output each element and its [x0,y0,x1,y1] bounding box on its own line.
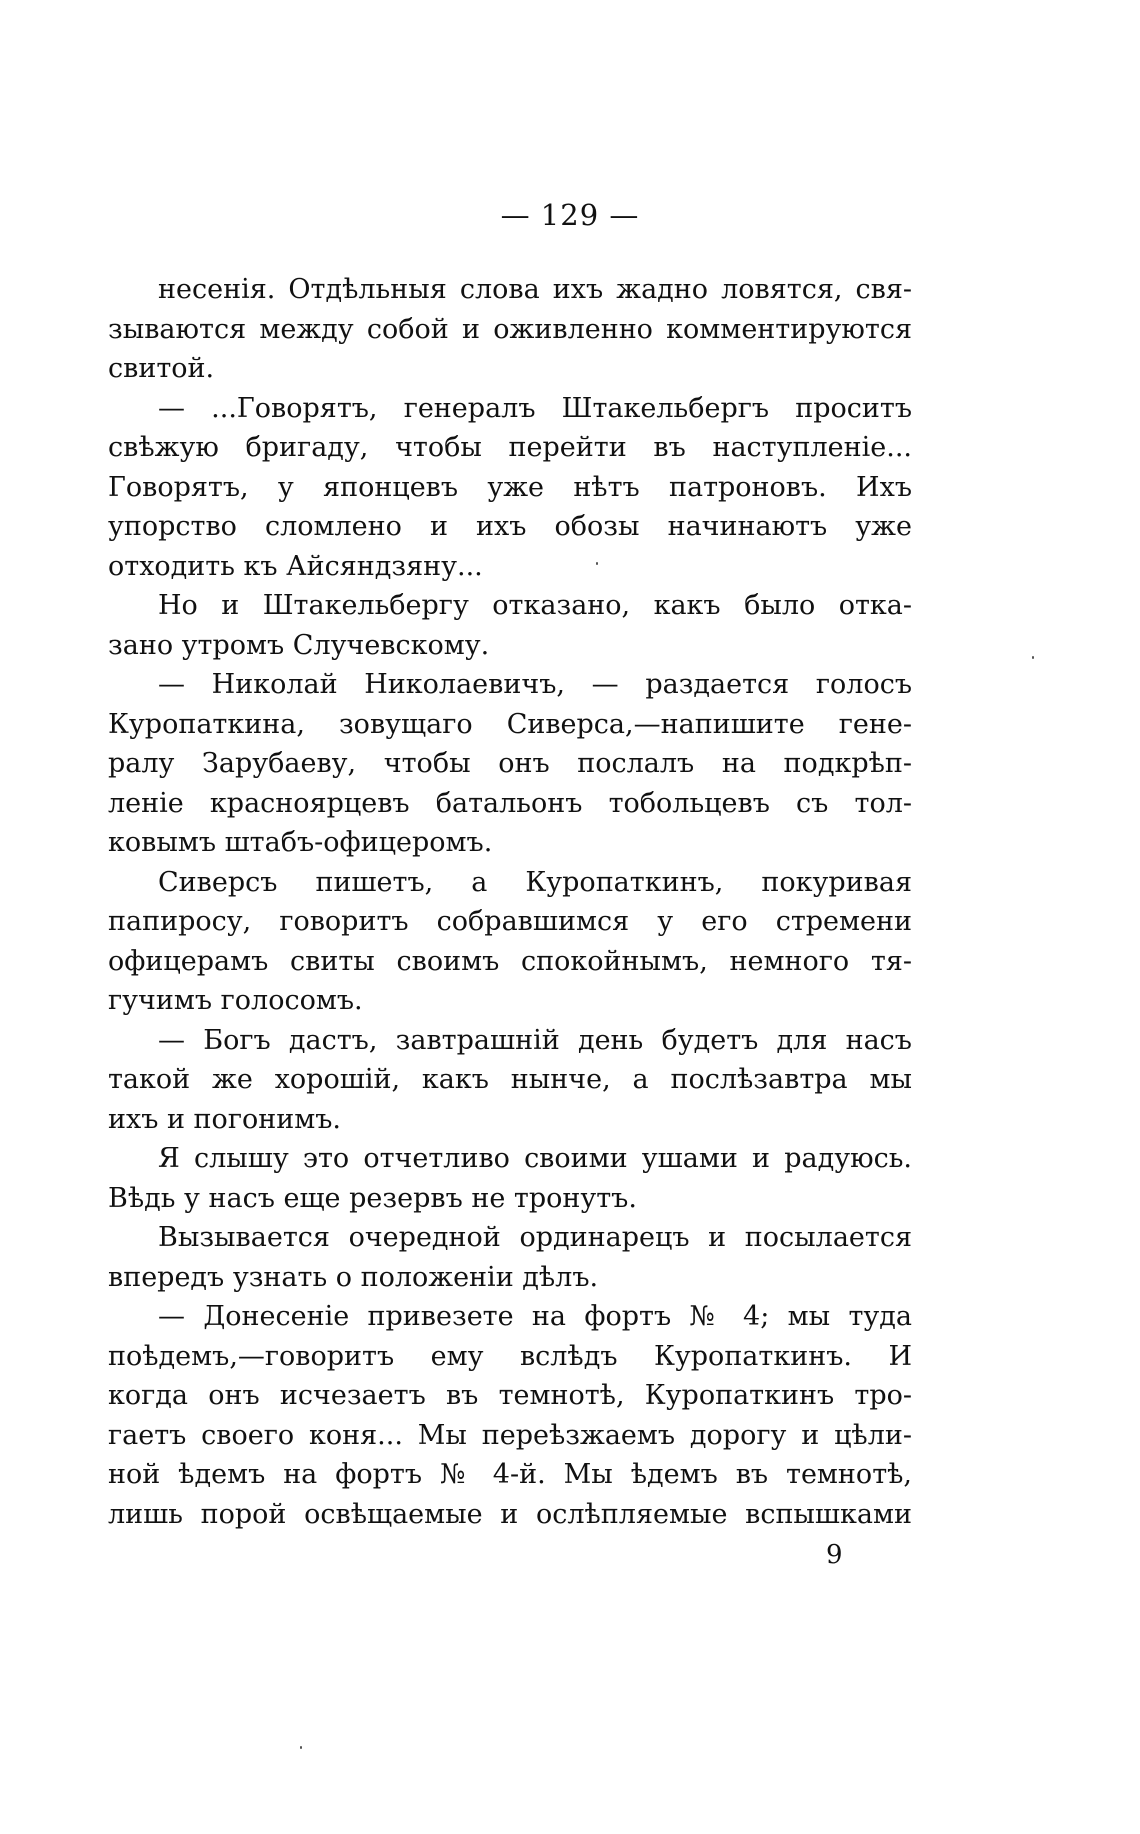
text-line: ихъ и погонимъ. [108,1103,341,1135]
paragraph [108,389,912,587]
text-line: свитой. [108,353,215,384]
text-line: — Богъ дастъ, завтрашній день будетъ для насъ [158,1024,912,1056]
print-speck [300,1746,302,1749]
text-line: офицерамъ свиты своимъ спокойнымъ, немного тя- [108,945,912,977]
page-number: — 129 — [500,198,640,232]
paragraph [108,1021,912,1140]
text-line: упорство сломлено и ихъ обозы начинаютъ уже [108,511,912,542]
text-line: Говорятъ, у японцевъ уже нѣтъ патроновъ. Ихъ [108,471,912,503]
print-speck [1032,656,1034,659]
print-speck [596,562,598,565]
text-line: ной ѣдемъ на фортъ № 4-й. Мы ѣдемъ въ темнотѣ, [108,1459,912,1490]
text-line: гаетъ своего коня... Мы переѣзжаемъ дорогу и цѣли- [108,1419,912,1451]
text-line: Но и Штакельбергу отказано, какъ было отка- [158,590,912,621]
text-line: Куропаткина, зовущаго Сиверса,—напишите гене- [108,708,912,740]
paragraph [108,1139,912,1218]
signature-mark: 9 [826,1540,843,1570]
text-line: ралу Зарубаеву, чтобы онъ послалъ на подкрѣп- [108,748,912,779]
text-line: такой же хорошій, какъ нынче, а послѣзавтра мы [108,1064,912,1095]
text-line: Вѣдь у насъ еще резервъ не тронутъ. [108,1182,637,1214]
paragraph [108,586,912,665]
text-line: леніе красноярцевъ батальонъ тобольцевъ съ тол- [108,787,912,819]
paragraph [108,1297,912,1534]
text-line: — Николай Николаевичъ, — раздается голосъ [158,669,912,700]
text-line: Вызывается очередной ординарецъ и посылается [158,1222,912,1253]
text-line: лишь порой освѣщаемые и ослѣпляемые вспышками [108,1498,912,1530]
text-line: — ...Говорятъ, генералъ Штакельбергъ проситъ [158,392,912,424]
text-line: — Донесеніе привезете на фортъ № 4; мы туда [158,1301,912,1332]
paragraph [108,863,912,1021]
text-line: свѣжую бригаду, чтобы перейти въ наступленіе... [108,432,912,463]
text-line: папиросу, говоритъ собравшимся у его стремени [108,906,912,937]
text-line: Я слышу это отчетливо своими ушами и радуюсь. [158,1143,912,1174]
text-line: зываются между собой и оживленно комментируются [108,313,912,345]
paragraph [108,1218,912,1297]
text-line: ковымъ штабъ-офицеромъ. [108,827,493,858]
paragraph [108,665,912,863]
text-line: поѣдемъ,—говоритъ ему вслѣдъ Куропаткинъ. И [108,1340,912,1372]
text-line: Сиверсъ пишетъ, а Куропаткинъ, покуривая [158,866,912,898]
text-line: когда онъ исчезаетъ въ темнотѣ, Куропаткинъ тро- [108,1380,912,1411]
text-line: отходить къ Айсяндзяну... [108,550,483,582]
paragraph [108,270,912,389]
body-text [108,270,912,1534]
text-line: гучимъ голосомъ. [108,985,363,1016]
text-line: впередъ узнать о положеніи дѣлъ. [108,1261,599,1293]
text-line: зано утромъ Случевскому. [108,629,490,661]
text-line: несенія. Отдѣльныя слова ихъ жадно ловятся, свя- [158,274,912,305]
